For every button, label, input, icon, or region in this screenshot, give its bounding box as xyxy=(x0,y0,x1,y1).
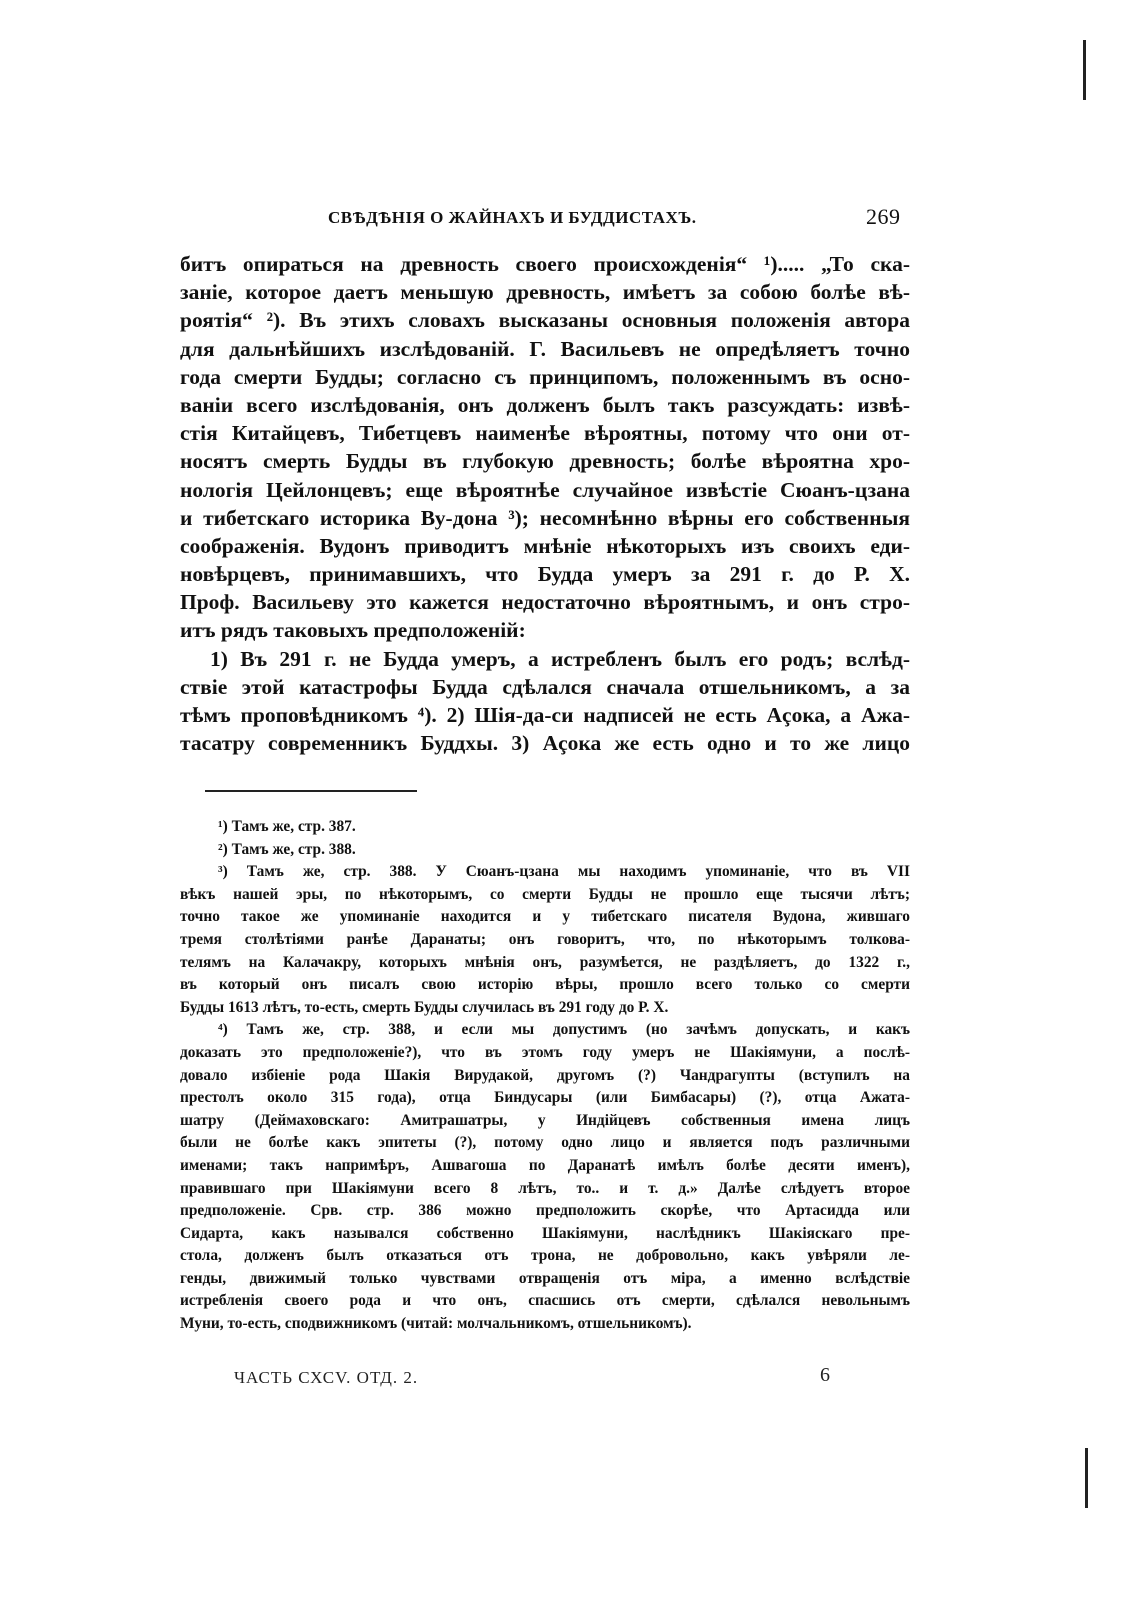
scan-edge-mark xyxy=(1083,40,1086,100)
footnote-line: точно такое же упоминаніе находится и у тибетскаго писателя Вудона, жившаго xyxy=(180,908,910,926)
text-line: новѣрцевъ, принимавшихъ, что Будда умеръ за 291 г. до Р. Х. xyxy=(180,562,910,587)
footnote-line: Будды 1613 лѣтъ, то-есть, смерть Будды случилась въ 291 году до Р. Х. xyxy=(180,998,669,1016)
footnote-line: генды, движимый только чувствами отвращенія отъ міра, а именно вслѣдствіе xyxy=(180,1269,910,1287)
running-title: СВѢДѢНIЯ О ЖАЙНАХЪ И БУДДИСТАХЪ. xyxy=(328,208,697,227)
footnote-line: правившаго при Шакіямуни всего 8 лѣтъ, то.. и т. д.» Далѣе слѣдуетъ второе xyxy=(180,1179,910,1197)
text-line: года смерти Будды; согласно съ принципомъ, положеннымъ въ осно- xyxy=(180,364,910,389)
footnote-line: телямъ на Калачакру, которыхъ мнѣнія онъ, разумѣется, не раздѣляетъ, до 1322 г., xyxy=(180,953,910,971)
text-line: носятъ смерть Будды въ глубокую древность; болѣе вѣроятна хро- xyxy=(180,449,910,474)
signature-mark: ЧАСТЬ СХСV. ОТД. 2. xyxy=(234,1368,419,1387)
text-line: соображенія. Вудонъ приводитъ мнѣніе нѣкоторыхъ изъ своихъ еди- xyxy=(180,533,910,558)
footnote-line: ³) Тамъ же, стр. 388. У Сюанъ-цзана мы находимъ упоминаніе, что въ VII xyxy=(218,863,910,881)
text-line: заніе, которое даетъ меньшую древность, имѣетъ за собою болѣе вѣ- xyxy=(180,280,910,305)
footnote-line: были не болѣе какъ эпитеты (?), потому одно лицо и является подъ различными xyxy=(180,1134,910,1152)
text-line: роятія“ ²). Въ этихъ словахъ высказаны основныя положенія автора xyxy=(180,308,910,333)
page-number: 269 xyxy=(866,204,901,229)
footnote-line: вѣкъ нашей эры, по нѣкоторымъ, со смерти Будды не прошло еще тысячи лѣтъ; xyxy=(180,885,910,903)
text-line: нологія Цейлонцевъ; еще вѣроятнѣе случайное извѣстіе Сюанъ-цзана xyxy=(180,477,910,502)
footnote-line: престолъ около 315 года), отца Биндусары (или Бимбасары) (?), отца Ажата- xyxy=(180,1089,910,1107)
footnote-line: тремя столѣтіями ранѣе Даранаты; онъ говоритъ, что, по нѣкоторымъ толкова- xyxy=(180,930,910,948)
footnote-line: въ который онъ писалъ свою исторію вѣры, прошло всего только со смерти xyxy=(180,976,910,994)
footnote-line: ¹) Тамъ же, стр. 387. xyxy=(218,818,356,835)
footnote-line: довало избіеніе рода Шакія Вирудакой, другомъ (?) Чандрагупты (вступилъ на xyxy=(180,1066,910,1084)
text-line: тѣмъ проповѣдникомъ ⁴). 2) Шія-да-си надписей не есть Аçока, а Ажа- xyxy=(180,703,910,727)
text-line: Проф. Васильеву это кажется недостаточно вѣроятнымъ, и онъ стро- xyxy=(180,590,910,615)
footnote-rule xyxy=(205,790,417,792)
text-line: ствіе этой катастрофы Будда сдѣлался сначала отшельникомъ, а за xyxy=(180,674,910,699)
footnote-line: ⁴) Тамъ же, стр. 388, и если мы допустимъ (но зачѣмъ допускать, и какъ xyxy=(218,1021,910,1039)
main-text xyxy=(180,250,910,757)
footnote-line: шатру (Деймаховскаго: Амитрашатры, у Индійцевъ собственныя имена лицъ xyxy=(180,1111,910,1129)
scan-edge-mark-lower xyxy=(1085,1448,1088,1508)
footnote-line: истребленія своего рода и что онъ, спасшись отъ смерти, сдѣлался невольнымъ xyxy=(180,1292,910,1310)
text-line: 1) Въ 291 г. не Будда умеръ, а истребленъ былъ его родъ; вслѣд- xyxy=(210,646,910,671)
footnote-line: Сидарта, какъ назывался собственно Шакіямуни, наслѣдникъ Шакіяскаго пре- xyxy=(180,1224,910,1242)
footnotes xyxy=(180,816,910,1336)
text-line: тасатру современникъ Буддхы. 3) Аçока же есть одно и то же лицо xyxy=(180,731,910,756)
text-line: битъ опираться на древность своего происхожденія“ ¹)..... „То ска- xyxy=(180,252,910,276)
text-line: стія Китайцевъ, Тибетцевъ наименѣе вѣроятны, потому что они от- xyxy=(180,421,910,446)
footnote-line: ²) Тамъ же, стр. 388. xyxy=(218,840,356,858)
running-head xyxy=(328,204,948,234)
footnote-line: стола, долженъ былъ отказаться отъ трона, не добровольно, какъ увѣряли ле- xyxy=(180,1247,910,1265)
footnote-line: именами; такъ напримѣръ, Ашвагоша по Даранатѣ имѣлъ болѣе десяти именъ), xyxy=(180,1156,910,1174)
text-line: и тибетскаго историка Ву-дона ³); несомнѣнно вѣрны его собственныя xyxy=(180,505,910,530)
footnote-line: предположеніе. Срв. стр. 386 можно предположить скорѣе, что Артасидда или xyxy=(180,1202,910,1220)
sheet-number: 6 xyxy=(820,1364,830,1386)
footnote-line: Муни, то-есть, сподвижникомъ (читай: молчальникомъ, отшельникомъ). xyxy=(180,1315,692,1333)
footnote-line: доказать это предположеніе?), что въ этомъ году умеръ не Шакіямуни, а послѣ- xyxy=(180,1043,910,1061)
text-line: для дальнѣйшихъ изслѣдованій. Г. Васильевъ не опредѣляетъ точно xyxy=(180,336,910,361)
text-line: итъ рядъ таковыхъ предположеній: xyxy=(180,618,526,643)
text-line: ваніи всего изслѣдованія, онъ долженъ былъ такъ разсуждать: извѣ- xyxy=(180,392,910,417)
